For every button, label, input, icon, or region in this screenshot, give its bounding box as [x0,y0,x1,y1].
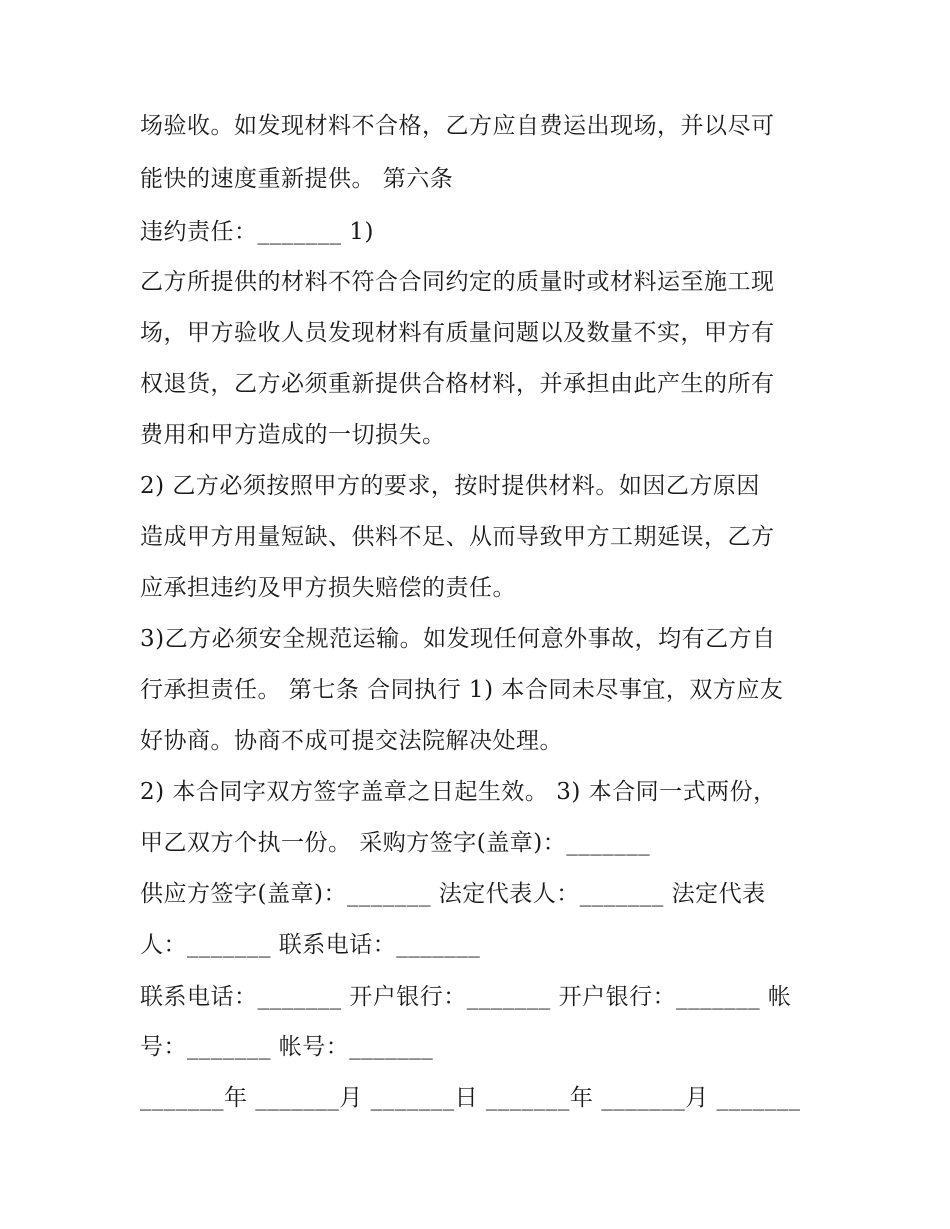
text-line: 行承担责任。 第七条 合同执行 1) 本合同未尽事宜，双方应友 [140,677,784,703]
text-line: 号：_______ 帐号：_______ [140,1034,434,1060]
text-line: 乙方所提供的材料不符合合同约定的质量时或材料运至施工现 [140,269,775,295]
text-line: 违约责任：_______ 1) [140,219,374,245]
text-line: 费用和甲方造成的一切损失。 [140,422,446,448]
text-line: 甲乙双方个执一份。 采购方签字(盖章)：_______ [140,830,651,856]
text-line: 应承担违约及甲方损失赔偿的责任。 [140,575,516,601]
text-line: 2) 本合同字双方签字盖章之日起生效。 3) 本合同一式两份， [140,779,777,805]
text-line: 2) 乙方必须按照甲方的要求，按时提供材料。如因乙方原因 [140,473,760,499]
text-line: 好协商。协商不成可提交法院解决处理。 [140,728,563,754]
text-line: 联系电话：_______ 开户银行：_______ 开户银行：_______ 帐 [140,984,792,1010]
text-line: _______年 _______月 _______日 _______年 _______月 _______ [140,1085,801,1111]
text-line: 造成甲方用量短缺、供料不足、从而导致甲方工期延误，乙方 [140,524,775,550]
text-line: 场，甲方验收人员发现材料有质量问题以及数量不实，甲方有 [140,320,775,346]
text-line: 场验收。如发现材料不合格，乙方应自费运出现场，并以尽可 [140,113,775,139]
text-line: 人：_______ 联系电话：_______ [140,932,481,958]
text-line: 权退货，乙方必须重新提供合格材料，并承担由此产生的所有 [140,371,775,397]
text-line: 能快的速度重新提供。 第六条 [140,166,454,192]
text-line: 3)乙方必须安全规范运输。如发现任何意外事故，均有乙方自 [140,626,776,652]
text-line: 供应方签字(盖章)：_______ 法定代表人：_______ 法定代表 [140,881,766,907]
